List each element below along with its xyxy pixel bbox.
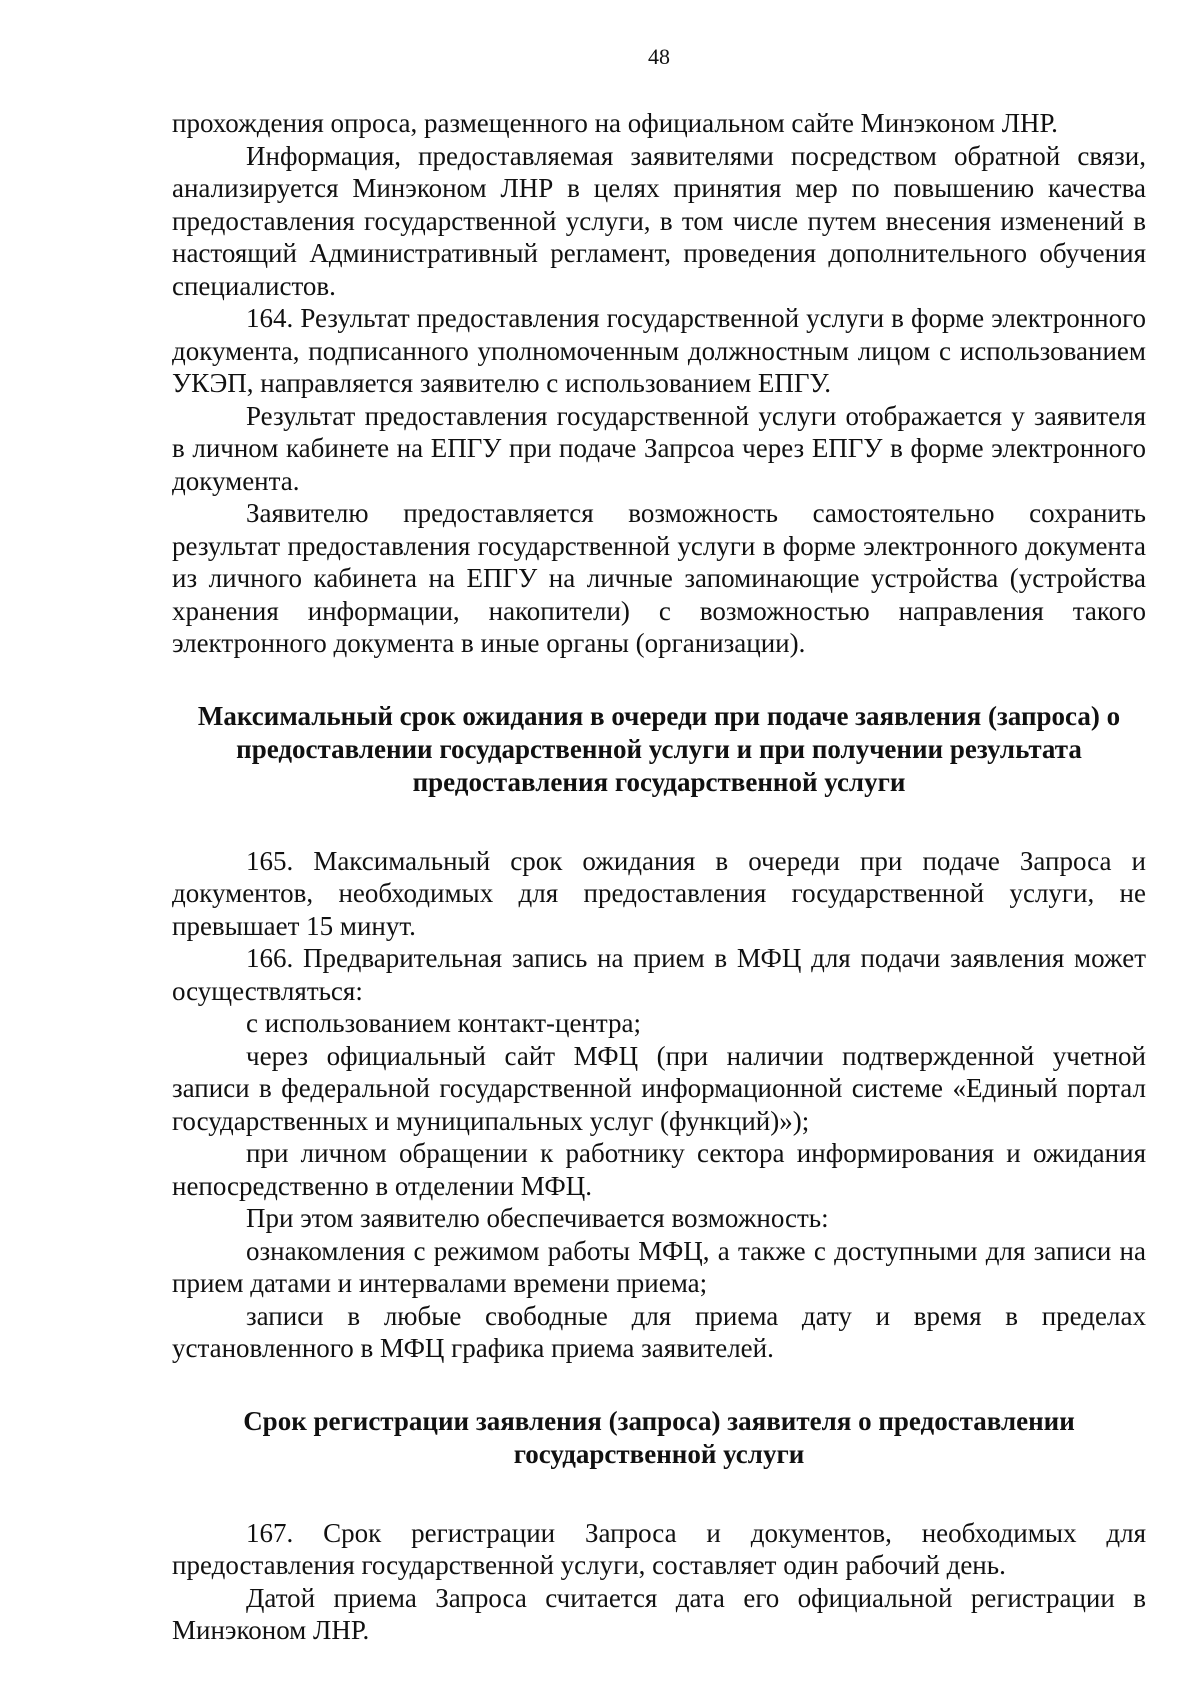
list-item: ознакомления с режимом работы МФЦ, а также с доступными для записи на прием датами и интервалами времени приема; — [172, 1235, 1146, 1298]
list-item: записи в любые свободные для приема дату и время в пределах установленного в МФЦ графика приема заявителей. — [172, 1300, 1146, 1363]
section-heading-queue-time: Максимальный срок ожидания в очереди при подаче заявления (запроса) о предоставлении государственной услуги и при получении результата предоставления государственной услуги — [197, 700, 1121, 797]
spacer — [172, 1471, 1146, 1517]
list-item: через официальный сайт МФЦ (при наличии подтвержденной учетной записи в федеральной государственной информационной системе «Единый портал государственных и муниципальных услуг (функций)»); — [172, 1040, 1146, 1136]
spacer — [172, 1365, 1146, 1405]
spacer — [172, 660, 1146, 700]
paragraph-item-167: 167. Срок регистрации Запроса и документов, необходимых для предоставления государственной услуги, составляет один рабочий день. — [172, 1517, 1146, 1580]
paragraph: Датой приема Запроса считается дата его официальной регистрации в Минэконом ЛНР. — [172, 1582, 1146, 1645]
paragraph: При этом заявителю обеспечивается возможность: — [246, 1203, 829, 1233]
spacer — [172, 799, 1146, 845]
paragraph-item-165: 165. Максимальный срок ожидания в очереди при подаче Запроса и документов, необходимых для предоставления государственной услуги, не превышает 15 минут. — [172, 845, 1146, 941]
document-body — [172, 107, 1146, 1647]
paragraph-item-166: 166. Предварительная запись на прием в МФЦ для подачи заявления может осуществляться: — [172, 943, 1146, 1006]
section-heading-registration-time: Срок регистрации заявления (запроса) заявителя о предоставлении государственной услуги — [243, 1405, 1075, 1469]
paragraph: Результат предоставления государственной услуги отображается у заявителя в личном кабинете на ЕПГУ при подаче Запрсоа через ЕПГУ в форме электронного документа. — [172, 400, 1146, 496]
page-number: 48 — [648, 44, 670, 69]
list-item: при личном обращении к работнику сектора информирования и ожидания непосредственно в отделении МФЦ. — [172, 1138, 1146, 1201]
paragraph: Информация, предоставляемая заявителями посредством обратной связи, анализируется Минэконом ЛНР в целях принятия мер по повышению качества предоставления государственной услуги, в том числе путем внесения изменений в настоящий Административный регламент, проведения дополнительного обучения специалистов. — [172, 140, 1146, 301]
paragraph: прохождения опроса, размещенного на официальном сайте Минэконом ЛНР. — [172, 108, 1058, 138]
list-item: с использованием контакт-центра; — [246, 1008, 642, 1038]
paragraph-item-164: 164. Результат предоставления государственной услуги в форме электронного документа, подписанного уполномоченным должностным лицом с использованием УКЭП, направляется заявителю с использованием ЕПГУ. — [172, 303, 1146, 398]
paragraph: Заявителю предоставляется возможность самостоятельно сохранить результат предоставления государственной услуги в форме электронного документа из личного кабинета на ЕПГУ на личные запоминающие устройства (устройства хранения информации, накопители) с возможностью направления такого электронного документа в иные органы (организации). — [172, 498, 1146, 658]
